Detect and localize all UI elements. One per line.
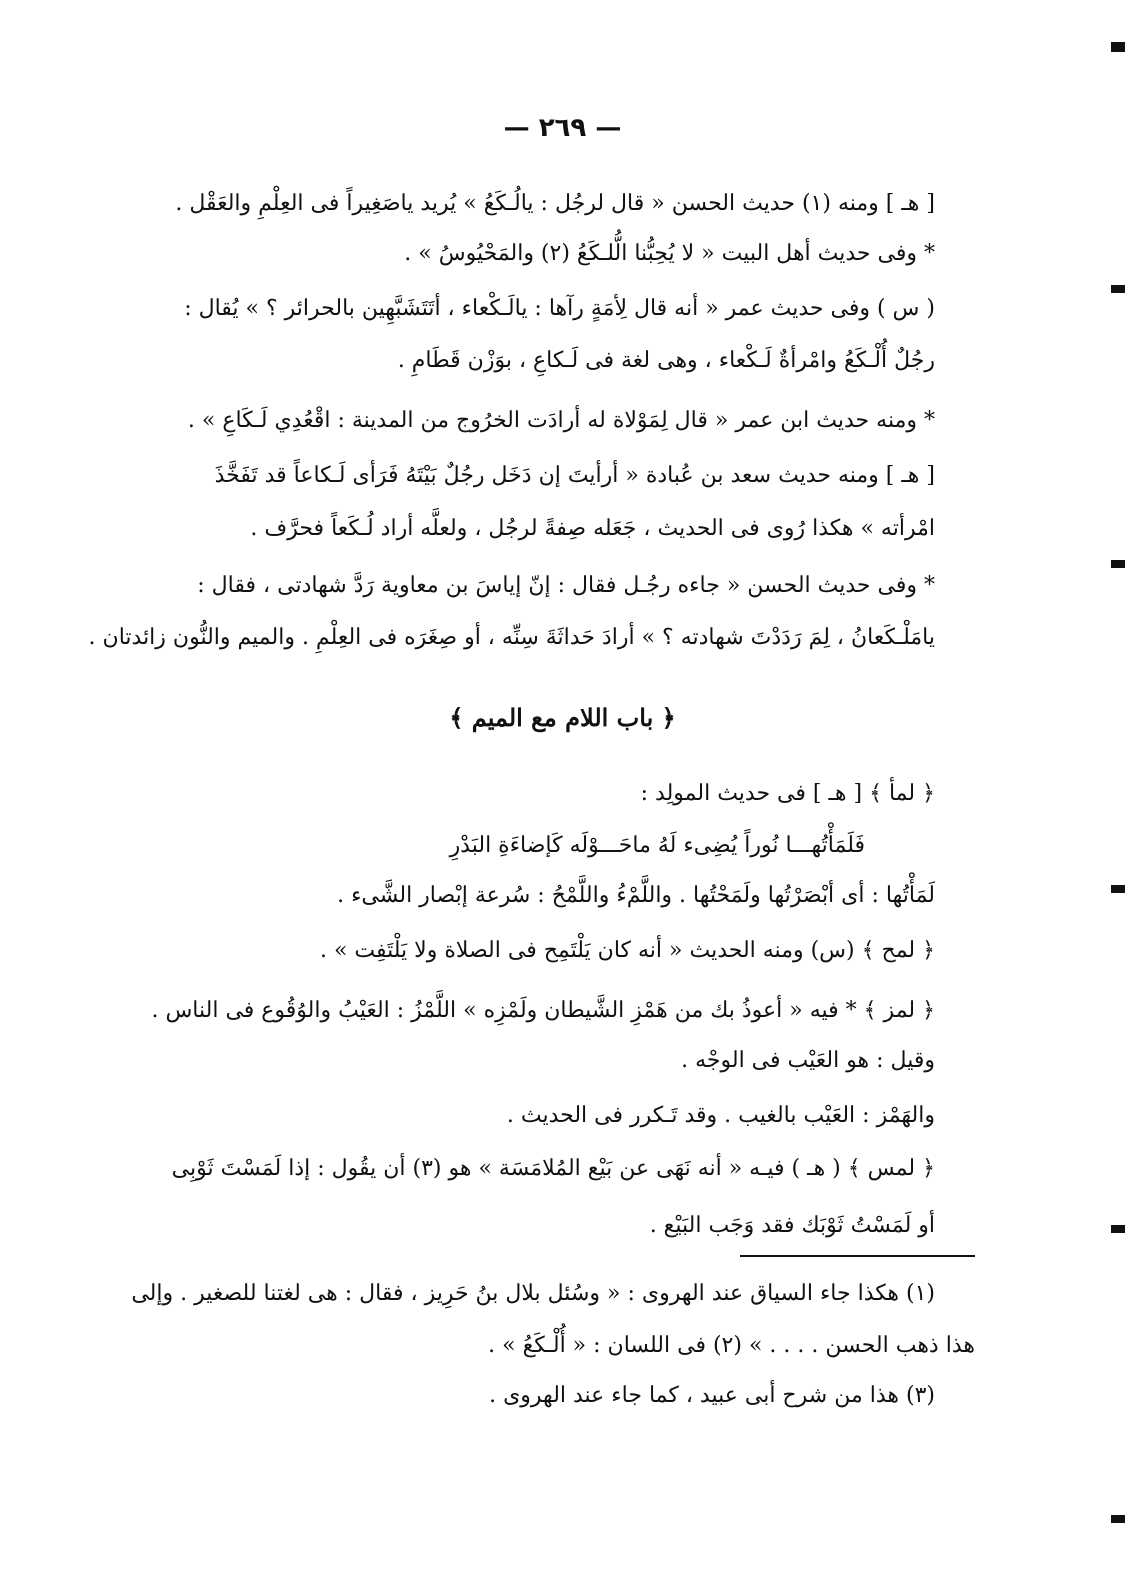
text-line: رجُلٌ أُلْـكَعُ وامْرأةٌ لَـكْعاء ، وهى لغة فى لَـكاعِ ، بوَزْن قَطَامِ . xyxy=(397,348,935,373)
footnote-line: (١) هكذا جاء السياق عند الهروى : « وسُئل بلال بنُ حَرِيز ، فقال : هى لغتنا للصغير . وإلى xyxy=(131,1281,935,1306)
scan-edge-mark xyxy=(1111,1225,1125,1233)
entry-line: ﴿ لمح ﴾ (س) ومنه الحديث « أنه كان يَلْتَمِح فى الصلاة ولا يَلْتَفِت » . xyxy=(319,938,935,963)
entry-line: ﴿ لمس ﴾ ( هـ ) فيـه « أنه نَهَى عن بَيْع المُلامَسَة » هو (٣) أن يقُول : إذا لَمَسْتَ ثَوْبِى xyxy=(171,1156,935,1181)
page-number: — ٢٦٩ — xyxy=(503,113,622,143)
scan-edge-mark xyxy=(1111,885,1125,893)
scan-edge-mark xyxy=(1111,285,1125,293)
poem-verse: فَلَمَأْتُهـــا نُوراً يُضِىء لَهُ ماحَـــوْلَه كَإضاءَةِ البَدْرِ xyxy=(449,833,865,858)
text-line: [ هـ ] ومنه (١) حديث الحسن « قال لرجُل : يالُـكَعُ » يُريد ياصَغِيراً فى العِلْمِ والعَقْل . xyxy=(175,191,935,216)
entry-line: وقيل : هو العَيْب فى الوجْه . xyxy=(681,1048,935,1073)
scan-edge-mark xyxy=(1111,42,1125,52)
footnote-line: (٣) هذا من شرح أبى عبيد ، كما جاء عند الهروى . xyxy=(489,1383,935,1408)
entry-line: والهَمْز : العَيْب بالغيب . وقد تَـكرر فى الحديث . xyxy=(506,1103,935,1128)
text-line: * وفى حديث الحسن « جاءه رجُـل فقال : إنّ إياسَ بن معاوية رَدَّ شهادتى ، فقال : xyxy=(197,573,935,598)
text-line: ( س ) وفى حديث عمر « أنه قال لِأمَةٍ رآها : يالَـكْعاء ، أتَتَشَبَّهِين بالحرائر ؟ » يُقال : xyxy=(184,296,935,321)
entry-line: لَمَأْتُها : أى أبْصَرْتُها ولَمَحْتُها . واللَّمْءُ واللَّمْحُ : سُرعة إبْصار الشَّىء . xyxy=(337,883,935,908)
footnote-line: هذا ذهب الحسن . . . . » (٢) فى اللسان : « أُلْـكَعُ » . xyxy=(488,1333,975,1358)
entry-line: أو لَمَسْتُ ثَوْبَك فقد وَجَب البَيْع . xyxy=(649,1213,935,1238)
footnote-divider xyxy=(740,1255,975,1257)
text-line: * وفى حديث أهل البيت « لا يُحِبُّنا الُّلـكَعُ (٢) والمَحْيُوسُ » . xyxy=(404,241,935,266)
text-line: [ هـ ] ومنه حديث سعد بن عُبادة « أرأيتَ إن دَخَل رجُلٌ بَيْتَهُ فَرَأى لَـكاعاً قد تَفَخَّذَ xyxy=(214,463,935,488)
text-line: يامَلْـكَعانُ ، لِمَ رَدَدْتَ شهادته ؟ » أرادَ حَداثَةَ سِنِّه ، أو صِغَرَه فى العِلْمِ . والميم والنُّون زائدتان . xyxy=(88,625,935,650)
entry-line: ﴿ لمز ﴾ * فيه « أعوذُ بك من هَمْزِ الشَّيطان ولَمْزِه » اللَّمْزُ : العَيْبُ والوُقُوع فى الناس . xyxy=(151,998,935,1023)
entry-line: ﴿ لمأ ﴾ [ هـ ] فى حديث المولِد : xyxy=(640,781,935,806)
scan-edge-mark xyxy=(1111,1515,1125,1523)
text-line: امْرأته » هكذا رُوى فى الحديث ، جَعَله صِفةً لرجُل ، ولعلَّه أراد لُـكَعاً فحرَّف . xyxy=(250,516,935,541)
text-line: * ومنه حديث ابن عمر « قال لِمَوْلاة له أرادَت الخرُوج من المدينة : اقْعُدِي لَـكَاعِ » . xyxy=(187,408,935,433)
scan-edge-mark xyxy=(1111,560,1125,568)
section-heading: ﴿ باب اللام مع الميم ﴾ xyxy=(449,703,676,732)
